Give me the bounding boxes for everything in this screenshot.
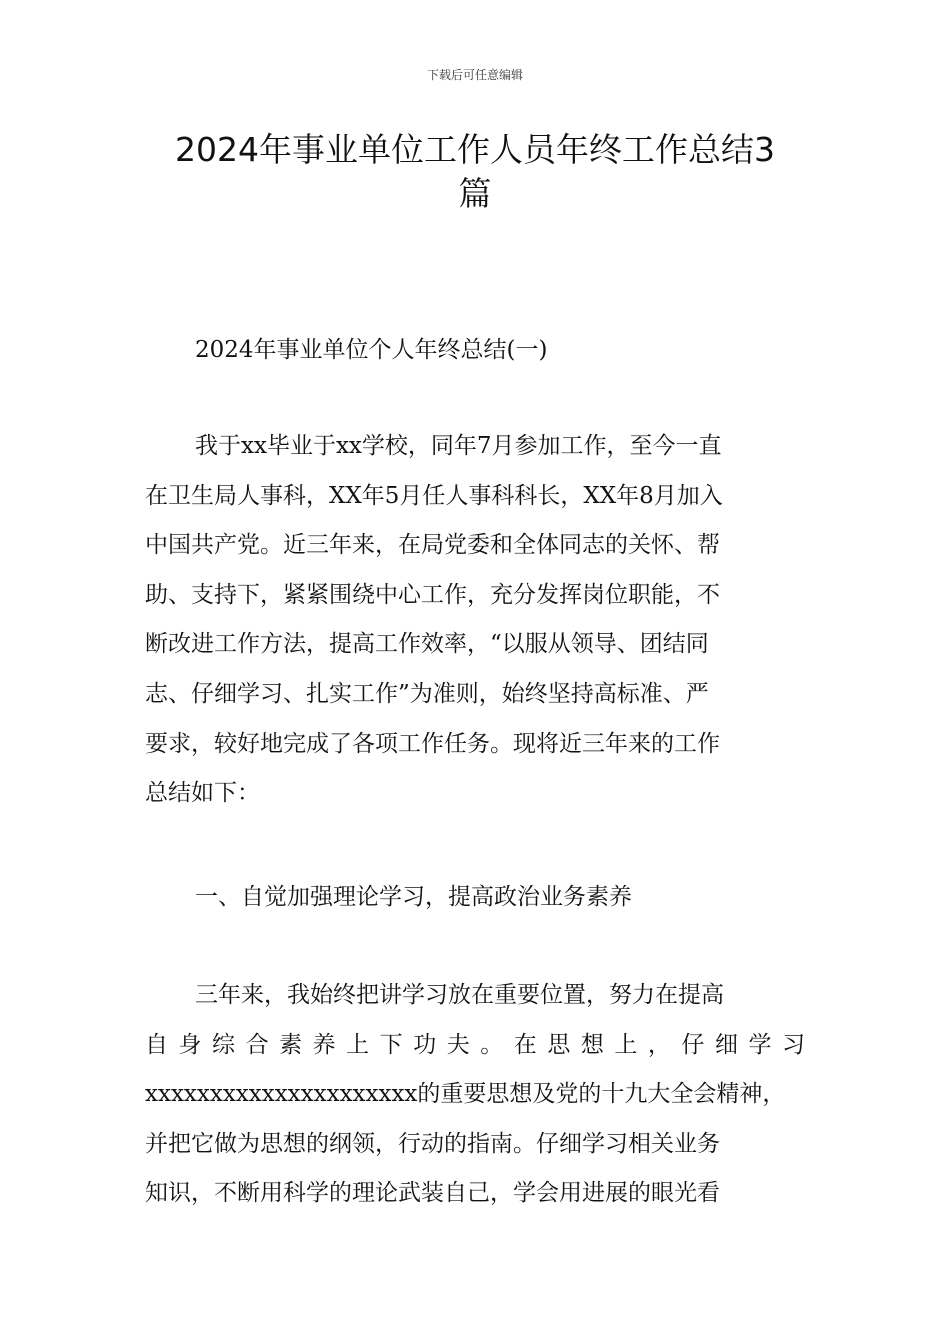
paragraph-line: 并把它做为思想的纲领，行动的指南。仔细学习相关业务 [145,1130,720,1157]
paragraph-line: 三年来，我始终把讲学习放在重要位置，努力在提高 [195,982,724,1008]
paragraph-line: 总结如下： [145,780,260,807]
paragraph-line: 我于xx毕业于xx学校，同年7月参加工作，至今一直 [195,433,722,459]
title-line-2: 篇 [458,174,492,213]
document-title [130,128,820,216]
paragraph-line: 助、支持下，紧紧围绕中心工作，充分发挥岗位职能，不 [145,581,720,608]
paragraph-line: 知识，不断用科学的理论武装自己，学会用进展的眼光看 [145,1180,720,1207]
paragraph-line: xxxxxxxxxxxxxxxxxxxxx的重要思想及党的十九大全会精神， [145,1081,786,1108]
paragraph-line: 在卫生局人事科，XX年5月任人事科科长，XX年8月加入 [145,482,723,509]
subtitle: 2024年事业单位个人年终总结(一) [195,337,548,363]
header-note: 下载后可任意编辑 [426,68,523,82]
paragraph-line: 自身综合素养上下功夫。在思想上，仔细学习 [145,1031,805,1058]
paragraph-line: 中国共产党。近三年来，在局党委和全体同志的关怀、帮 [145,532,720,559]
paragraph-line: 断改进工作方法，提高工作效率，“以服从领导、团结同 [145,631,709,658]
section-heading: 一、自觉加强理论学习，提高政治业务素养 [195,884,632,910]
paragraph-line: 要求，较好地完成了各项工作任务。现将近三年来的工作 [145,730,720,757]
paragraph-2 [145,971,805,1219]
paragraph-1 [145,422,805,819]
paragraph-line: 志、仔细学习、扎实工作”为准则，始终坚持高标准、严 [145,680,709,707]
title-line-1: 2024年事业单位工作人员年终工作总结3 [175,130,775,169]
